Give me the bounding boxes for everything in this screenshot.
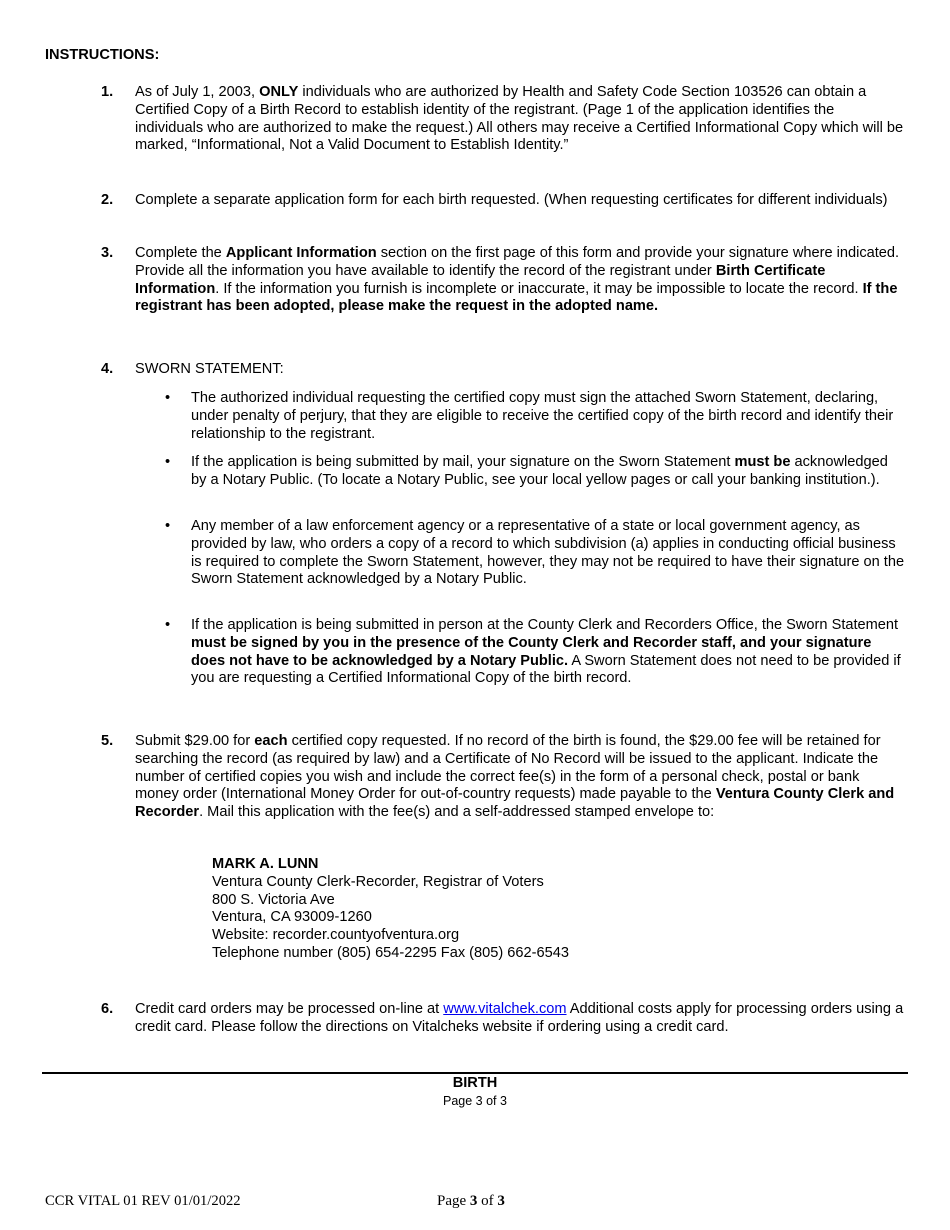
- text-run: A Sworn Statement does not need to be provided if you are requesting a Certified Informational Copy of the birth record.: [191, 652, 901, 687]
- sworn-bullet-4: [165, 617, 910, 688]
- instruction-item-1: [101, 84, 906, 155]
- address-line: 800 S. Victoria Ave: [212, 891, 335, 908]
- text-run: If the application is being submitted by mail, your signature on the Sworn Statement: [191, 454, 735, 470]
- footer-page-label: Page 3 of 3: [443, 1094, 507, 1108]
- sworn-bullet-2: [165, 454, 910, 490]
- text-run: As of July 1, 2003,: [135, 84, 260, 100]
- text-run: acknowledged by a Notary Public. (To locate a Notary Public, see your local yellow pages or call your banking institution.).: [191, 454, 888, 488]
- text-run: individuals who are authorized by Health and Safety Code Section 103526 can obtain a Certified Copy of a Birth Record to establish identity of the registrant. (Page 1 of the application identifies the individuals who are authorized to make the request.) All others may receive a Certified Informational Copy which will be marked, “Informational, Not a Valid Document to Establish Identity.”: [135, 84, 904, 154]
- item-text: [135, 733, 905, 822]
- bullet-icon: •: [165, 617, 171, 633]
- bullet-text: [191, 617, 907, 688]
- item-number: 4.: [101, 361, 114, 377]
- bullet-text: [191, 518, 907, 589]
- item-text: [135, 1001, 905, 1037]
- item-number: 1.: [101, 84, 114, 100]
- bottom-page-number: [437, 1193, 505, 1210]
- mailing-address: [212, 856, 569, 963]
- page-total: 3: [497, 1193, 505, 1209]
- bold-text: Birth Certificate Information: [135, 262, 826, 297]
- item-text: [135, 245, 905, 316]
- bold-text: must be signed by you in the presence of the County Clerk and Recorder staff, and your signature does not have to be acknowledged by a Notary Public.: [191, 634, 872, 669]
- item-number: 3.: [101, 245, 114, 261]
- form-id: CCR VITAL 01 REV 01/01/2022: [45, 1193, 241, 1209]
- bold-text: Applicant Information: [225, 245, 377, 261]
- bullet-icon: •: [165, 390, 171, 406]
- sworn-bullet-3: [165, 518, 910, 589]
- bold-text: ONLY: [259, 84, 299, 100]
- instruction-item-5: [101, 733, 906, 822]
- instruction-item-2: [101, 192, 906, 210]
- recorder-name: MARK A. LUNN: [212, 856, 319, 872]
- item-number: 6.: [101, 1001, 114, 1017]
- footer-divider: [42, 1072, 908, 1074]
- item-number: 5.: [101, 733, 114, 749]
- text-run: Credit card orders may be processed on-line at: [135, 1001, 444, 1017]
- bold-text: If the registrant has been adopted, please make the request in the adopted name.: [135, 280, 898, 315]
- text-run: SWORN STATEMENT:: [135, 361, 284, 377]
- text-run: If the application is being submitted in person at the County Clerk and Recorders Office, the Sworn Statement: [191, 617, 899, 633]
- page-prefix: Page: [437, 1193, 470, 1209]
- text-run: certified copy requested. If no record of the birth is found, the $29.00 fee will be retained for searching the record (as required by law) and a Certificate of No Record will be issued to the applicant. Indicate the number of certified copies you wish and include the correct fee(s) in the form of a personal check, postal or bank money order (International Money Order for out-of-country requests) made payable to the: [135, 733, 881, 803]
- text-run: Any member of a law enforcement agency or a representative of a state or local government agency, as provided by law, who orders a copy of a record to which subdivision (a) applies in conducting official business is required to complete the Sworn Statement, however, they may not be required to have their signature on the Sworn Statement acknowledged by a Notary Public.: [191, 518, 905, 588]
- item-text: [135, 192, 905, 210]
- bold-text: Ventura County Clerk and Recorder: [135, 786, 895, 821]
- bullet-text: [191, 454, 907, 490]
- instruction-item-3: [101, 245, 906, 316]
- footer-title: BIRTH: [452, 1075, 498, 1091]
- instructions-heading: INSTRUCTIONS:: [45, 47, 160, 63]
- address-line: Ventura, CA 93009-1260: [212, 909, 372, 926]
- text-run: section on the first page of this form and provide your signature where indicated. Provide all the information you have available to identify the record of the registrant under: [135, 245, 900, 279]
- bold-text: each: [254, 733, 288, 749]
- page-current: 3: [469, 1193, 478, 1209]
- text-run: Complete a separate application form for each birth requested. (When requesting certificates for different individuals): [135, 192, 888, 208]
- instruction-item-4: [101, 361, 906, 379]
- address-line: Ventura County Clerk-Recorder, Registrar of Voters: [212, 873, 544, 890]
- address-phone-fax: Telephone number (805) 654-2295 Fax (805) 662-6543: [212, 944, 569, 961]
- text-run: Additional costs apply for processing orders using a credit card. Please follow the directions on Vitalcheks website if ordering using a credit card.: [135, 1001, 904, 1035]
- text-run: . Mail this application with the fee(s) and a self-addressed stamped envelope to:: [199, 804, 715, 821]
- bullet-icon: •: [165, 518, 171, 534]
- item-number: 2.: [101, 192, 114, 208]
- bullet-icon: •: [165, 454, 171, 470]
- item-text: [135, 84, 905, 155]
- address-website: Website: recorder.countyofventura.org: [212, 927, 460, 944]
- page-sep: of: [477, 1193, 498, 1209]
- sworn-bullet-1: [165, 390, 910, 443]
- text-run: Submit $29.00 for: [135, 733, 255, 749]
- bullet-text: [191, 390, 907, 443]
- item-text: [135, 361, 905, 379]
- instruction-item-6: [101, 1001, 906, 1037]
- text-run: . If the information you furnish is incomplete or inaccurate, it may be impossible to locate the record.: [215, 280, 863, 297]
- bold-text: must be: [734, 454, 791, 470]
- text-run: The authorized individual requesting the certified copy must sign the attached Sworn Statement, declaring, under penalty of perjury, that they are eligible to receive the certified copy of the birth record and identify their relationship to the registrant.: [191, 390, 894, 442]
- vitalchek-link[interactable]: www.vitalchek.com: [443, 1001, 567, 1017]
- text-run: Complete the: [135, 245, 226, 261]
